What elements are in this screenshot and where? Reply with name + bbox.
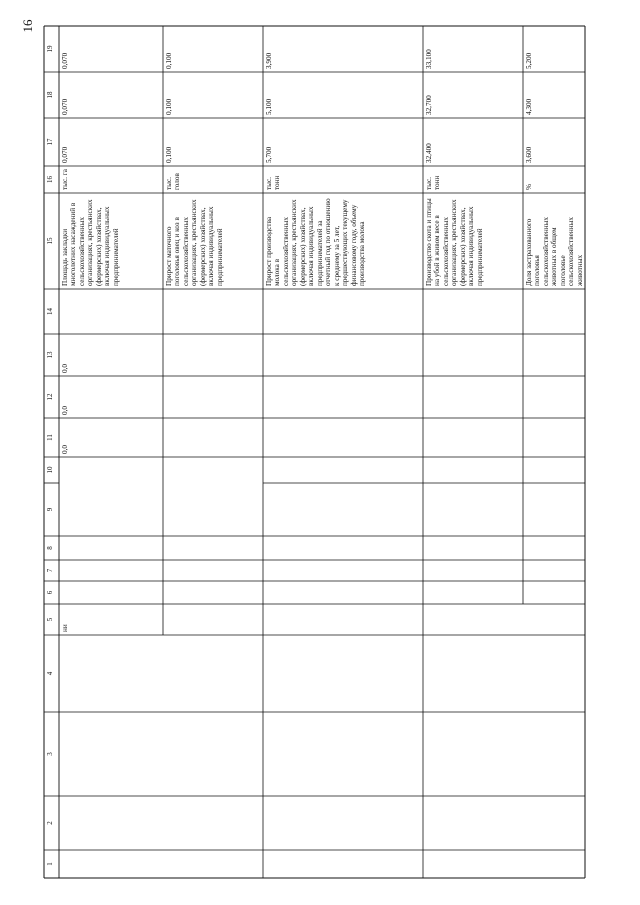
row-2-col-18 <box>163 72 263 118</box>
row-4-col-18 <box>423 72 523 118</box>
row-5-col-11-text <box>523 418 585 457</box>
header-cell-16 <box>44 166 59 193</box>
header-cell-3-text: 3 <box>46 752 54 756</box>
row-2-col-17-text: 0,100 <box>165 146 173 163</box>
row-2-col-11-text <box>163 418 263 457</box>
row-4-col-11 <box>423 418 523 457</box>
row-4-indicator-text: Производство скота и птицы на убой в живом весе в сельскохозяйственных организациях, крестьянских (фермерских) хозяйствах, включая индивидуальных предпринимателей <box>425 196 484 286</box>
row-4-col-17-text: 32,400 <box>425 143 433 163</box>
row-3-col-12-text <box>263 376 423 418</box>
row-4-col-5-text <box>423 604 523 635</box>
header-cell-3 <box>44 712 59 796</box>
row-1-col-12 <box>59 376 163 418</box>
header-cell-17 <box>44 118 59 166</box>
row-4-col-13-text <box>423 334 523 376</box>
header-cell-12 <box>44 376 59 418</box>
row-5-col-5-text <box>523 604 585 635</box>
row-3-unit <box>263 166 423 193</box>
row-1-col-18 <box>59 72 163 118</box>
header-cell-2 <box>44 796 59 850</box>
row-3-col-13-text <box>263 334 423 376</box>
header-cell-7-text: 7 <box>46 568 54 573</box>
row-5-unit <box>523 166 585 193</box>
row-2-col-18-text: 0,100 <box>165 98 173 115</box>
row-5-col-18 <box>523 72 585 118</box>
row-1-col-11 <box>59 418 163 457</box>
row-4-col-17 <box>423 118 523 166</box>
page-number: 16 <box>20 19 35 33</box>
row-3-col-18 <box>263 72 423 118</box>
row-1-unit <box>59 166 163 193</box>
row-3-col-18-text: 5,100 <box>265 98 273 115</box>
row-3-col-13 <box>263 334 423 376</box>
header-cell-13 <box>44 334 59 376</box>
row-5-col-12 <box>523 376 585 418</box>
row-2-col-19 <box>163 26 263 72</box>
row-1-col-12-text: 0,0 <box>61 406 69 415</box>
row-4-col-12-text <box>423 376 523 418</box>
row-4-col-13 <box>423 334 523 376</box>
header-cell-12-text: 12 <box>46 393 54 401</box>
header-cell-17-text: 17 <box>46 138 54 146</box>
row-5-col-13-text <box>523 334 585 376</box>
row-1-col-5-text: ни <box>61 624 69 632</box>
row-5-col-13 <box>523 334 585 376</box>
row-2-unit <box>163 166 263 193</box>
header-cell-4-text: 4 <box>46 671 54 676</box>
row-3-col-5-text <box>263 604 423 635</box>
row-2-col-11 <box>163 418 263 457</box>
header-cell-8-text: 8 <box>46 546 54 550</box>
row-2-col-5 <box>163 604 263 635</box>
row-2-unit-text: тыс. голов <box>165 173 182 190</box>
row-5-col-11 <box>523 418 585 457</box>
row-3-col-17-text: 5,700 <box>265 146 273 163</box>
header-cell-8 <box>44 536 59 560</box>
header-cell-19-text: 19 <box>46 45 54 53</box>
header-cell-9-text: 9 <box>46 507 54 512</box>
row-2-col-13-text <box>163 334 263 376</box>
row-3-col-12 <box>263 376 423 418</box>
header-cell-18 <box>44 72 59 118</box>
row-1-col-18-text: 0,070 <box>61 98 69 115</box>
row-1-col-13-text: 0,0 <box>61 364 69 373</box>
row-5-col-12-text <box>523 376 585 418</box>
row-1-col-19-text: 0,070 <box>61 52 69 69</box>
row-1-indicator-text: Площадь закладки многолетних насаждений в сельскохозяйственных организациях, крестьянских (фермерских) хозяйствах, включая индивидуальных предпринимателей <box>61 197 120 286</box>
row-4-col-5 <box>423 604 523 635</box>
header-cell-5-text: 5 <box>46 617 54 622</box>
row-4-unit <box>423 166 523 193</box>
row-5-col-19 <box>523 26 585 72</box>
row-1-col-13 <box>59 334 163 376</box>
row-5-unit-text: % <box>525 184 533 190</box>
row-3-unit-text: тыс. тонн <box>265 175 282 190</box>
header-cell-11-text: 11 <box>46 434 54 441</box>
row-2-col-17 <box>163 118 263 166</box>
row-5-col-19-text: 5,200 <box>525 52 533 69</box>
header-cell-4 <box>44 635 59 712</box>
row-2-indicator-text: Прирост маточного поголовья овец и коз в сельскохозяйственных организациях, крестьянских (фермерских) хозяйствах, включая индивидуальных предпринимателей <box>165 197 224 286</box>
header-cell-1 <box>44 850 59 878</box>
header-cell-11 <box>44 418 59 457</box>
row-4-indicator <box>423 193 523 289</box>
row-3-indicator <box>263 193 423 289</box>
row-5-indicator <box>523 193 585 289</box>
row-4-col-12 <box>423 376 523 418</box>
header-cell-6-text: 6 <box>46 590 54 595</box>
header-cell-9 <box>44 483 59 536</box>
row-3-col-17 <box>263 118 423 166</box>
header-cell-1-text: 1 <box>46 862 54 866</box>
row-4-col-19 <box>423 26 523 72</box>
row-1-col-17-text: 0,070 <box>61 146 69 163</box>
row-1-col-11-text: 0,0 <box>61 445 69 454</box>
row-4-col-18-text: 32,700 <box>425 95 433 115</box>
header-cell-19 <box>44 26 59 72</box>
header-cell-5 <box>44 604 59 635</box>
row-3-col-11-text <box>263 418 423 457</box>
row-2-col-12-text <box>163 376 263 418</box>
header-cell-14 <box>44 289 59 334</box>
row-4-col-11-text <box>423 418 523 457</box>
row-5-col-5 <box>523 604 585 635</box>
row-5-col-18-text: 4,300 <box>525 98 533 115</box>
row-1-col-19 <box>59 26 163 72</box>
row-3-col-11 <box>263 418 423 457</box>
row-4-col-19-text: 33,100 <box>425 49 433 69</box>
header-cell-15-text: 15 <box>46 237 54 245</box>
row-5-col-17 <box>523 118 585 166</box>
row-5-col-17-text: 3,600 <box>525 146 533 163</box>
row-3-indicator-text: Прирост производства молока в сельскохозяйственных организациях, крестьянских (фермерских) хозяйствах, включая индивидуальных предпринимателей за отчетный год по отношению к среднему за 5 лет, предшествующих текущему финансовому году, объему производства молока <box>265 196 367 286</box>
header-cell-13-text: 13 <box>46 351 54 359</box>
row-2-col-19-text: 0,100 <box>165 52 173 69</box>
header-cell-16-text: 16 <box>46 176 54 183</box>
header-cell-15 <box>44 193 59 289</box>
row-2-col-5-text <box>163 604 263 635</box>
row-4-unit-text: тыс. тонн <box>425 175 442 190</box>
row-1-unit-text: тыс. га <box>61 169 69 190</box>
header-cell-14-text: 14 <box>46 308 54 315</box>
header-cell-2-text: 2 <box>46 821 54 825</box>
header-cell-7 <box>44 560 59 581</box>
row-3-col-19-text: 3,900 <box>265 52 273 69</box>
header-cell-18-text: 18 <box>46 91 54 99</box>
row-5-indicator-text: Доля застрахованного поголовья сельскохозяйственных животных в общем поголовье сельскохозяйственных животных <box>525 215 584 286</box>
row-2-indicator <box>163 193 263 289</box>
row-1-col-17 <box>59 118 163 166</box>
header-cell-10 <box>44 457 59 483</box>
row-2-col-13 <box>163 334 263 376</box>
row-3-col-19 <box>263 26 423 72</box>
row-1-indicator <box>59 193 163 289</box>
header-cell-6 <box>44 581 59 604</box>
row-2-col-12 <box>163 376 263 418</box>
row-1-col-5 <box>59 604 163 635</box>
header-cell-10-text: 10 <box>46 466 54 474</box>
row-3-col-5 <box>263 604 423 635</box>
